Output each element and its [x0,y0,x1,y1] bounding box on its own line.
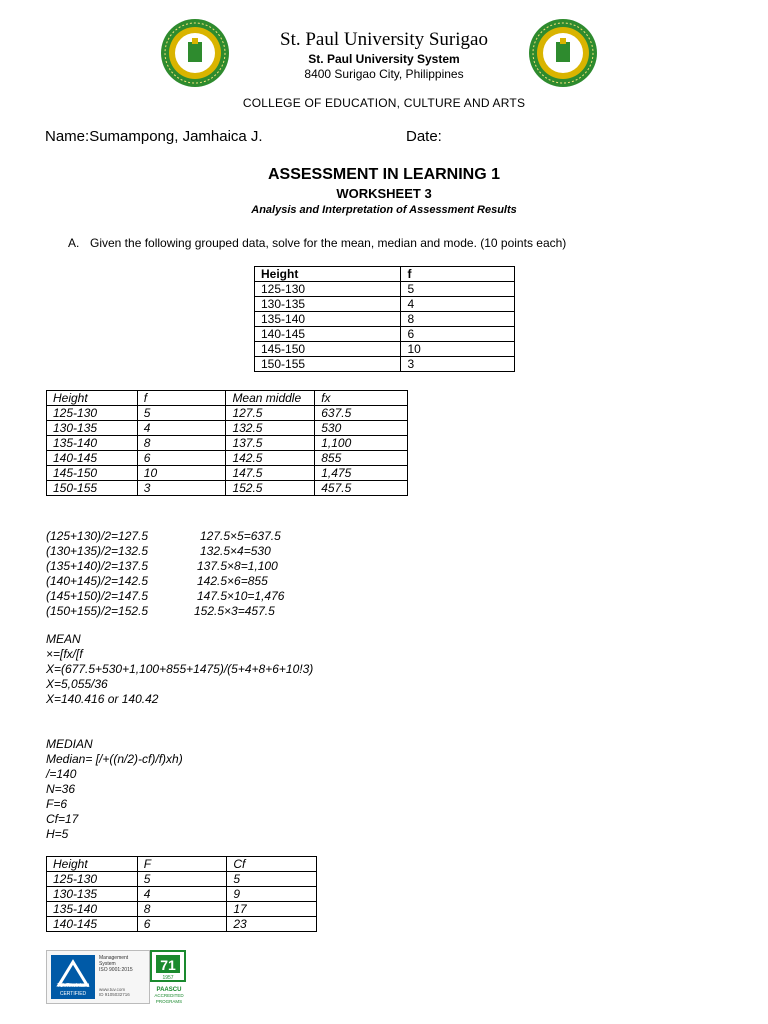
table-row [47,917,317,932]
column-header: Height [47,857,138,872]
table-row [255,282,515,297]
computation-line: MEDIAN [46,737,93,751]
tuv-certification-logo [46,950,150,1004]
table-cell: 130-135 [47,887,138,902]
paascu-year: 1957 [162,975,174,981]
table-row [255,312,515,327]
computation-line: F=6 [46,797,68,811]
table-cell: 23 [227,917,317,932]
median-table [46,856,317,932]
tuv-line: System [99,961,116,967]
computation-line: 137.5×8=1,100 [197,559,278,573]
median-solution [46,737,183,842]
table-cell: 8 [137,902,227,917]
computation-line: 132.5×4=530 [200,544,271,558]
column-header: f [401,267,515,282]
paascu-emblem-icon [150,950,186,982]
tuv-certified: CERTIFIED [51,991,95,997]
computation-line: /=140 [46,767,77,781]
table-cell: 125-130 [47,872,138,887]
instruction-marker: A. [68,236,80,250]
column-header: Cf [227,857,317,872]
tuv-id: ID 9105032716 [99,992,130,997]
computation-line: X=140.416 or 140.42 [46,692,159,706]
table-header-row [255,267,515,282]
computation-line: 142.5×6=855 [197,574,268,588]
computation-line: N=36 [46,782,76,796]
table-header-row [47,857,317,872]
tuv-id-block [99,987,130,997]
date-label: Date: [406,128,442,145]
instruction-text: Given the following grouped data, solve for the mean, median and mode. (10 points each) [90,236,567,250]
table-row [47,406,408,421]
table-cell: 3 [137,481,226,496]
student-name-line [45,128,263,145]
table-cell: 8 [401,312,515,327]
table-row [255,342,515,357]
computation-line: (145+150)/2=147.5 [46,589,149,603]
given-data-table [254,266,515,372]
column-header: Height [47,391,138,406]
table-cell: 855 [315,451,408,466]
computation-line: ×=[fx/[f [46,647,83,661]
table-cell: 9 [227,887,317,902]
table-row [47,872,317,887]
table-row [47,451,408,466]
table-cell: 4 [401,297,515,312]
column-header: Height [255,267,401,282]
table-row [47,887,317,902]
midpoint-computations [46,529,148,619]
computation-line: X=5,055/36 [46,677,108,691]
worksheet-number: WORKSHEET 3 [336,186,432,201]
paascu-text [150,987,188,1005]
column-header: fx [315,391,408,406]
table-cell: 8 [137,436,226,451]
table-cell: 10 [401,342,515,357]
table-row [47,466,408,481]
fx-computations [194,529,284,619]
table-row [255,357,515,372]
computation-line: (140+145)/2=142.5 [46,574,149,588]
computation-line: MEAN [46,632,81,646]
paascu-line: PAASCU [156,987,182,993]
table-cell: 130-135 [47,421,138,436]
tuv-url: www.tuv.com [99,987,126,992]
tuv-brand: TÜVRheinland [56,983,90,989]
table-cell: 1,100 [315,436,408,451]
worksheet-title: ASSESSMENT IN LEARNING 1 [267,166,501,183]
svg-text:71: 71 [160,957,176,973]
table-cell: 4 [137,421,226,436]
table-cell: 145-150 [47,466,138,481]
table-row [47,421,408,436]
table-cell: 5 [137,872,227,887]
mean-solution [46,632,313,707]
tuv-line: Management [99,955,129,961]
table-cell: 4 [137,887,227,902]
column-header: F [137,857,227,872]
computation-line: (130+135)/2=132.5 [46,544,149,558]
table-cell: 132.5 [226,421,315,436]
table-cell: 145-150 [255,342,401,357]
table-cell: 6 [401,327,515,342]
computation-line: H=5 [46,827,69,841]
table-cell: 130-135 [255,297,401,312]
table-cell: 530 [315,421,408,436]
paascu-line: ACCREDITED [154,993,184,998]
table-cell: 140-145 [47,917,138,932]
table-cell: 1,475 [315,466,408,481]
table-cell: 135-140 [47,436,138,451]
computation-line: X=(677.5+530+1,100+855+1475)/(5+4+8+6+10!3) [46,662,314,676]
column-header: Mean middle [226,391,315,406]
computation-line: 147.5×10=1,476 [197,589,285,603]
table-cell: 137.5 [226,436,315,451]
table-cell: 5 [401,282,515,297]
instruction [68,236,566,250]
computation-line: 152.5×3=457.5 [194,604,275,618]
table-row [47,902,317,917]
date-line [406,128,442,145]
table-cell: 6 [137,917,227,932]
tuv-line: ISO 9001:2015 [99,967,133,973]
table-cell: 6 [137,451,226,466]
table-cell: 150-155 [255,357,401,372]
table-cell: 135-140 [255,312,401,327]
tuv-text [99,955,133,973]
computation-line: (150+155)/2=152.5 [46,604,149,618]
computation-line: Median= [/+((n/2)-cf)/f)xh) [46,752,183,766]
computation-line: (135+140)/2=137.5 [46,559,149,573]
paascu-line: PROGRAMS [155,999,183,1004]
table-row [47,436,408,451]
table-cell: 10 [137,466,226,481]
table-cell: 637.5 [315,406,408,421]
table-cell: 135-140 [47,902,138,917]
computation-line: 127.5×5=637.5 [200,529,281,543]
university-address: 8400 Surigao City, Philippines [304,67,464,81]
student-name: Sumampong, Jamhaica J. [89,128,263,145]
table-cell: 142.5 [226,451,315,466]
table-cell: 127.5 [226,406,315,421]
table-cell: 5 [227,872,317,887]
table-cell: 5 [137,406,226,421]
table-header-row [47,391,408,406]
table-cell: 3 [401,357,515,372]
university-system: St. Paul University System [308,52,460,66]
computation-line: (125+130)/2=127.5 [46,529,149,543]
table-row [255,297,515,312]
mean-table [46,390,408,496]
university-name: St. Paul University Surigao [280,29,488,50]
paascu-logo [150,950,188,1002]
worksheet-topic: Analysis and Interpretation of Assessment Results [251,204,517,216]
computation-line: Cf=17 [46,812,79,826]
table-cell: 125-130 [255,282,401,297]
table-row [255,327,515,342]
table-cell: 125-130 [47,406,138,421]
college-name: COLLEGE OF EDUCATION, CULTURE AND ARTS [242,96,526,110]
column-header: f [137,391,226,406]
table-cell: 152.5 [226,481,315,496]
table-cell: 150-155 [47,481,138,496]
table-cell: 17 [227,902,317,917]
table-cell: 140-145 [255,327,401,342]
table-cell: 140-145 [47,451,138,466]
table-row [47,481,408,496]
table-cell: 147.5 [226,466,315,481]
table-cell: 457.5 [315,481,408,496]
name-label: Name: [45,128,90,145]
